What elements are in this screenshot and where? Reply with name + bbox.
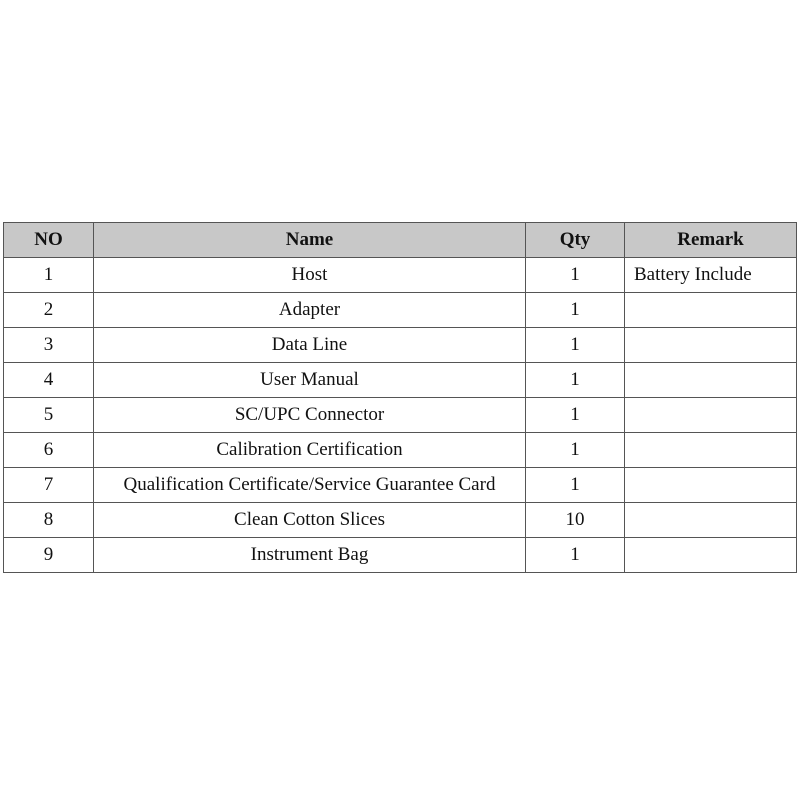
table-row (4, 538, 797, 573)
cell-no: 9 (4, 538, 94, 573)
table-row (4, 293, 797, 328)
table-row (4, 398, 797, 433)
cell-qty: 1 (526, 538, 625, 573)
cell-qty: 1 (526, 398, 625, 433)
cell-name: Qualification Certificate/Service Guarantee Card (94, 468, 526, 503)
cell-qty: 1 (526, 363, 625, 398)
cell-qty: 10 (526, 503, 625, 538)
cell-no: 8 (4, 503, 94, 538)
table-header-row (4, 223, 797, 258)
packing-list-table (3, 222, 797, 573)
cell-no: 6 (4, 433, 94, 468)
table-row (4, 468, 797, 503)
cell-name: Data Line (94, 328, 526, 363)
cell-remark (625, 433, 797, 468)
header-no: NO (4, 223, 94, 258)
cell-no: 5 (4, 398, 94, 433)
cell-name: Instrument Bag (94, 538, 526, 573)
cell-name: Calibration Certification (94, 433, 526, 468)
cell-qty: 1 (526, 293, 625, 328)
cell-no: 3 (4, 328, 94, 363)
cell-name: User Manual (94, 363, 526, 398)
cell-remark (625, 328, 797, 363)
header-qty: Qty (526, 223, 625, 258)
cell-remark (625, 538, 797, 573)
cell-name: Host (94, 258, 526, 293)
cell-qty: 1 (526, 328, 625, 363)
header-name: Name (94, 223, 526, 258)
table-row (4, 433, 797, 468)
cell-remark (625, 503, 797, 538)
header-remark: Remark (625, 223, 797, 258)
cell-remark (625, 293, 797, 328)
cell-name: Adapter (94, 293, 526, 328)
table-row (4, 503, 797, 538)
table-row (4, 328, 797, 363)
table-row (4, 258, 797, 293)
cell-qty: 1 (526, 468, 625, 503)
cell-qty: 1 (526, 258, 625, 293)
cell-no: 1 (4, 258, 94, 293)
cell-no: 2 (4, 293, 94, 328)
cell-no: 7 (4, 468, 94, 503)
cell-name: SC/UPC Connector (94, 398, 526, 433)
table-row (4, 363, 797, 398)
cell-name: Clean Cotton Slices (94, 503, 526, 538)
cell-no: 4 (4, 363, 94, 398)
cell-remark: Battery Include (625, 258, 797, 293)
cell-qty: 1 (526, 433, 625, 468)
cell-remark (625, 468, 797, 503)
cell-remark (625, 398, 797, 433)
cell-remark (625, 363, 797, 398)
